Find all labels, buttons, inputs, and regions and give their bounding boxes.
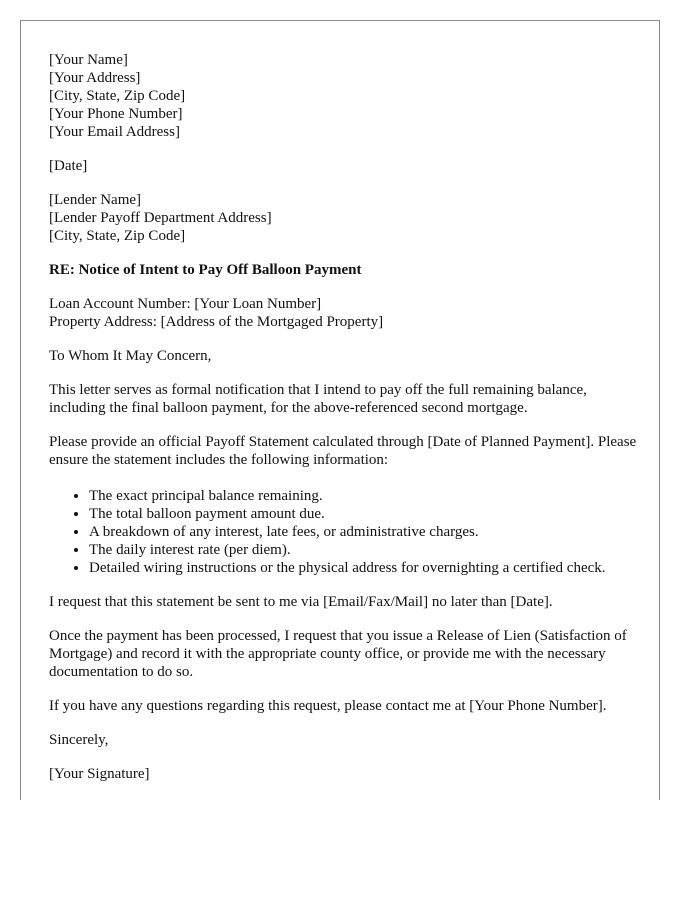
sender-name: [Your Name] bbox=[49, 52, 128, 68]
list-item: • The exact principal balance remaining. bbox=[89, 487, 641, 505]
subject-line: RE: Notice of Intent to Pay Off Balloon Payment bbox=[49, 262, 362, 278]
recipient-name: [Lender Name] bbox=[49, 192, 142, 208]
statement-requirements-list bbox=[49, 487, 641, 577]
closing: Sincerely, bbox=[49, 732, 109, 748]
delivery-paragraph: I request that this statement be sent to me via [Email/Fax/Mail] no later than [Date]. bbox=[49, 594, 553, 610]
sender-address: [Your Address] bbox=[49, 70, 141, 86]
recipient-address: [Lender Payoff Department Address] bbox=[49, 210, 272, 226]
intro-paragraph: This letter serves as formal notification that I intend to pay off the full remaining balance, including the final balloon payment, for the above-referenced second mortgage. bbox=[49, 382, 587, 416]
date-block bbox=[49, 157, 641, 175]
signature: [Your Signature] bbox=[49, 766, 150, 782]
sender-block bbox=[49, 51, 641, 141]
loan-account-number: Loan Account Number: [Your Loan Number] bbox=[49, 296, 322, 312]
sender-phone: [Your Phone Number] bbox=[49, 106, 183, 122]
salutation: To Whom It May Concern, bbox=[49, 348, 212, 364]
release-paragraph: Once the payment has been processed, I request that you issue a Release of Lien (Satisfaction of Mortgage) and record it with the appropriate county office, or provide me with the necessary documentation to do so. bbox=[49, 628, 627, 680]
recipient-city-state-zip: [City, State, Zip Code] bbox=[49, 228, 186, 244]
property-address: Property Address: [Address of the Mortgaged Property] bbox=[49, 314, 384, 330]
letter-page bbox=[20, 20, 660, 800]
letter-body bbox=[49, 51, 641, 799]
list-item: • The total balloon payment amount due. bbox=[89, 505, 641, 523]
subject-block bbox=[49, 261, 641, 279]
contact-paragraph: If you have any questions regarding this request, please contact me at [Your Phone Number]. bbox=[49, 698, 607, 714]
recipient-block bbox=[49, 191, 641, 245]
sender-city-state-zip: [City, State, Zip Code] bbox=[49, 88, 186, 104]
list-item: • A breakdown of any interest, late fees, or administrative charges. bbox=[89, 523, 641, 541]
list-item: • The daily interest rate (per diem). bbox=[89, 541, 641, 559]
request-paragraph: Please provide an official Payoff Statement calculated through [Date of Planned Payment]. Please ensure the statement includes the following information: bbox=[49, 434, 637, 468]
letter-date: [Date] bbox=[49, 158, 88, 174]
reference-block bbox=[49, 295, 641, 331]
list-item: • Detailed wiring instructions or the physical address for overnighting a certified check. bbox=[89, 559, 641, 577]
sender-email: [Your Email Address] bbox=[49, 124, 180, 140]
